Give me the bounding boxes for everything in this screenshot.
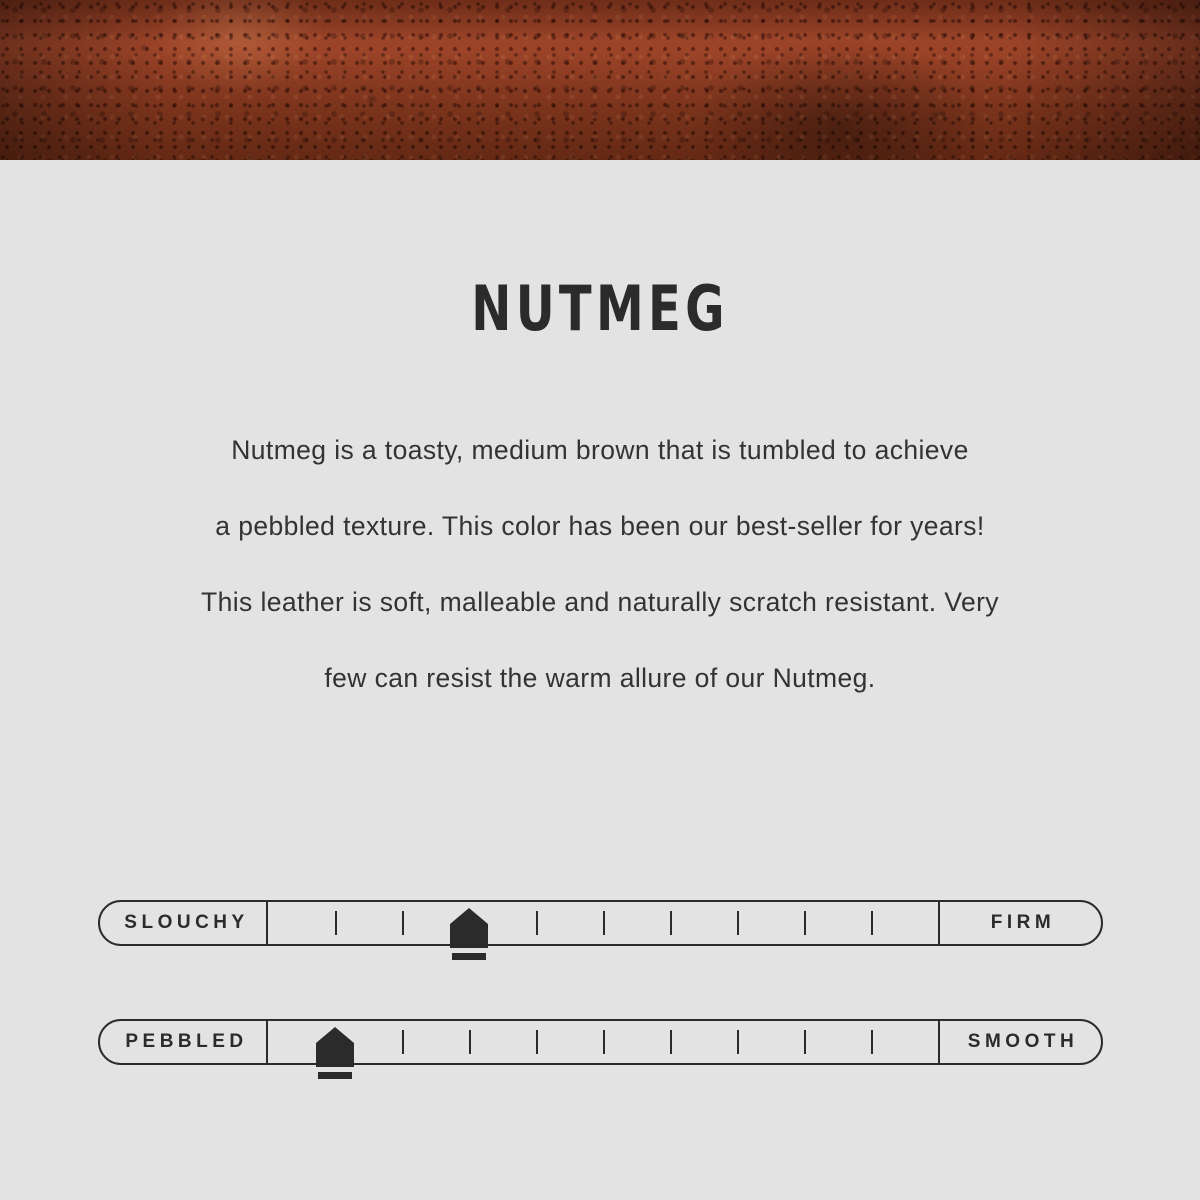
scale-marker-firmness[interactable]	[450, 908, 488, 970]
description-line: a pebbled texture. This color has been our best-seller for years!	[215, 511, 985, 541]
description-line: few can resist the warm allure of our Nutmeg.	[324, 663, 876, 693]
scale-ticks	[268, 1019, 938, 1065]
scale-marker-texture[interactable]	[316, 1027, 354, 1089]
scale-tick	[469, 1030, 471, 1054]
description-text	[120, 412, 1080, 716]
description-line: This leather is soft, malleable and naturally scratch resistant. Very	[201, 587, 999, 617]
scale-right-label: FIRM	[938, 900, 1103, 946]
scale-tick	[335, 911, 337, 935]
scale-left-label: PEBBLED	[98, 1019, 268, 1065]
scale-tick	[536, 911, 538, 935]
marker-icon	[316, 1027, 354, 1089]
scale-tick	[871, 1030, 873, 1054]
scale-tick	[603, 1030, 605, 1054]
card-content	[0, 272, 1200, 716]
scale-texture	[98, 1019, 1103, 1065]
scale-left-label: SLOUCHY	[98, 900, 268, 946]
leather-vignette-overlay	[0, 0, 1200, 160]
marker-icon	[450, 908, 488, 970]
page-title: NUTMEG	[471, 272, 729, 345]
scale-tick	[670, 1030, 672, 1054]
scale-tick	[804, 911, 806, 935]
scale-firmness	[98, 900, 1103, 946]
scale-tick	[804, 1030, 806, 1054]
scale-ticks	[268, 900, 938, 946]
scale-tick	[603, 911, 605, 935]
scale-tick	[402, 1030, 404, 1054]
scale-tick	[536, 1030, 538, 1054]
leather-swatch-image	[0, 0, 1200, 160]
scale-right-label: SMOOTH	[938, 1019, 1103, 1065]
description-line: Nutmeg is a toasty, medium brown that is tumbled to achieve	[231, 435, 969, 465]
scale-tick	[670, 911, 672, 935]
attribute-scales	[0, 900, 1200, 1065]
scale-tick	[737, 1030, 739, 1054]
scale-tick	[871, 911, 873, 935]
scale-tick	[402, 911, 404, 935]
scale-tick	[737, 911, 739, 935]
